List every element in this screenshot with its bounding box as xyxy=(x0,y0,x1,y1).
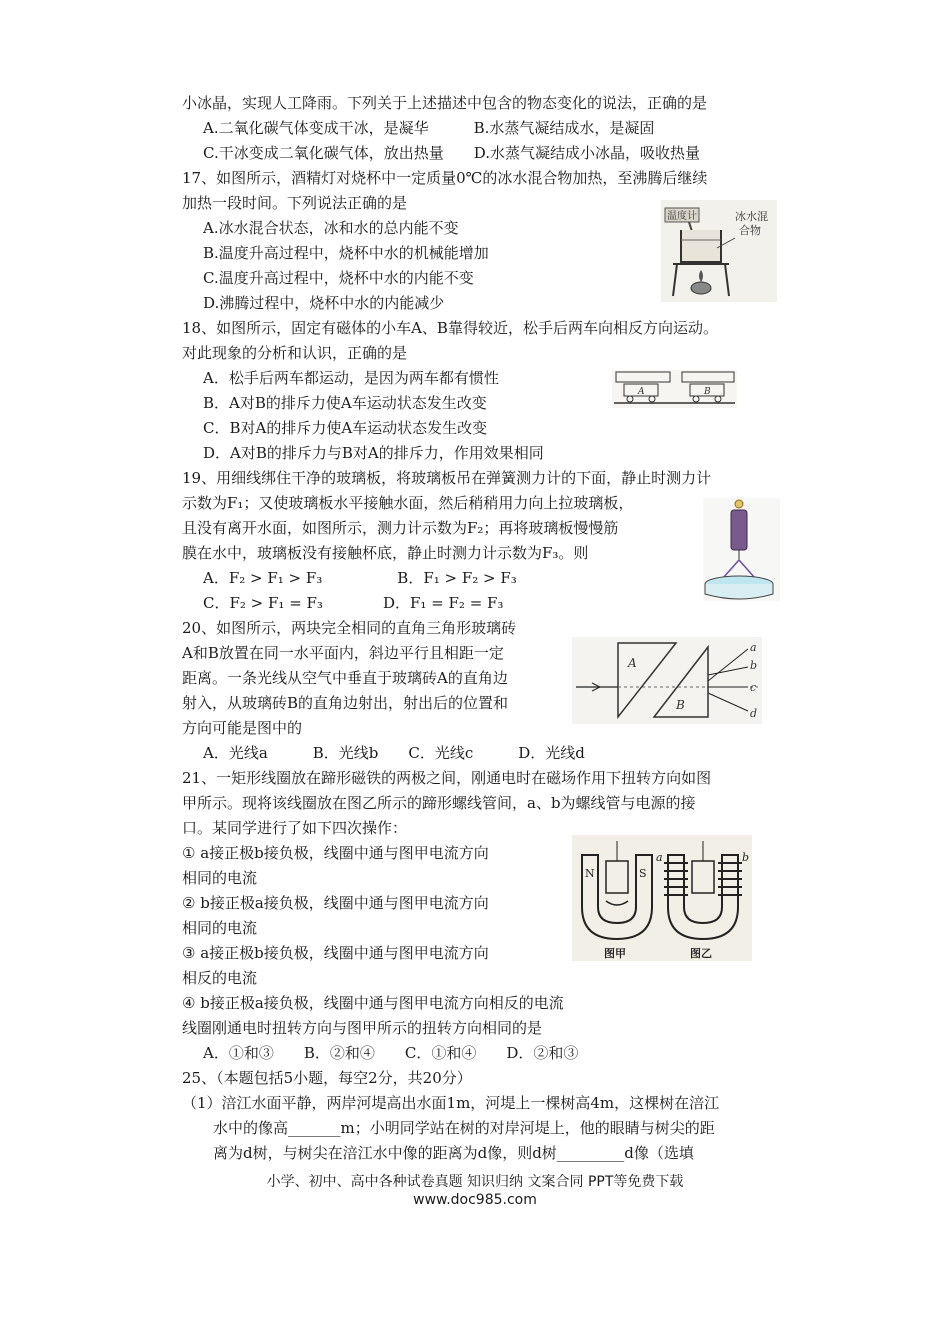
mixture-label-1: 冰水混 xyxy=(735,210,768,223)
question-25: 25、（本题包括5小题，每空2分，共20分） xyxy=(182,1069,472,1087)
text-line: 膜在水中，玻璃板没有接触杯底，静止时测力计示数为F₃。则 xyxy=(182,544,589,562)
text-line: （1）涪江水面平静，两岸河堤高出水面1m，河堤上一棵树高4m，这棵树在涪江 xyxy=(182,1094,720,1112)
text-line: 口。某同学进行了如下四次操作： xyxy=(182,819,408,837)
brick-b-label: B xyxy=(676,698,685,712)
question-21: 21、一矩形线圈放在蹄形磁铁的两极之间，刚通电时在磁场作用下扭转方向如图 xyxy=(182,769,712,787)
figure-q18-carts xyxy=(612,370,737,408)
ray-b-label: b xyxy=(750,659,758,672)
figure-jia-caption: 图甲 xyxy=(604,947,626,960)
glass-bricks-diagram xyxy=(572,637,762,724)
text-line: 离为d树，与树尖在涪江水中像的距离为d像，则d树_________d像（选填 xyxy=(213,1144,694,1162)
question-19: 19、用细线绑住干净的玻璃板，将玻璃板吊在弹簧测力计的下面，静止时测力计 xyxy=(182,469,712,487)
text-line: 相同的电流 xyxy=(182,869,258,887)
figure-q19-spring-scale xyxy=(703,498,780,601)
terminal-a-label: a xyxy=(656,851,663,864)
beaker-diagram xyxy=(661,200,777,302)
option-line: D．A对B的排斥力与B对A的排斥力，作用效果相同 xyxy=(203,444,544,462)
figure-yi-caption: 图乙 xyxy=(690,947,712,960)
ray-d-label: d xyxy=(750,707,758,720)
carts-diagram xyxy=(612,370,737,408)
option-line: D.沸腾过程中，烧杯中水的内能减少 xyxy=(203,294,445,312)
option-line: A．F₂ > F₁ > F₃ B．F₁ > F₂ > F₃ xyxy=(203,569,517,587)
option-line: B．A对B的排斥力使A车运动状态发生改变 xyxy=(203,394,487,412)
text-line: 且没有离开水面，如图所示，测力计示数为F₂；再将玻璃板慢慢筋 xyxy=(182,519,619,537)
magnet-diagram xyxy=(572,835,752,961)
text-line: 线圈刚通电时扭转方向与图甲所示的扭转方向相同的是 xyxy=(182,1019,543,1037)
figure-q20-glass-bricks xyxy=(572,637,762,724)
pole-n-label: N xyxy=(585,867,595,880)
pole-s-label: S xyxy=(639,867,647,880)
question-18: 18、如图所示，固定有磁体的小车A、B靠得较近，松手后两车向相反方向运动。 xyxy=(182,319,718,337)
operation-line: ③ a接正极b接负极，线圈中通与图甲电流方向 xyxy=(182,944,489,962)
operation-line: ② b接正极a接负极，线圈中通与图甲电流方向 xyxy=(182,894,489,912)
ray-c-label: c xyxy=(750,681,757,694)
cart-a-label: A xyxy=(638,387,645,397)
text-line: 甲所示。现将该线圈放在图乙所示的蹄形螺线管间，a、b为螺线管与电源的接 xyxy=(182,794,696,812)
cart-b-label: B xyxy=(704,387,711,397)
text-line: 小冰晶，实现人工降雨。下列关于上述描述中包含的物态变化的说法，正确的是 xyxy=(182,94,708,112)
brick-a-label: A xyxy=(628,656,637,670)
option-line: A.冰水混合状态，冰和水的总内能不变 xyxy=(203,219,459,237)
figure-q21-magnets xyxy=(572,835,752,961)
text-line: A和B放置在同一水平面内，斜边平行且相距一定 xyxy=(182,644,504,662)
option-line: A．①和③ B．②和④ C．①和④ D．②和③ xyxy=(203,1044,579,1062)
option-line: C.干冰变成二氧化碳气体，放出热量 D.水蒸气凝结成小冰晶，吸收热量 xyxy=(203,144,700,162)
ray-a-label: a xyxy=(750,641,757,654)
option-line: A．光线a B．光线b C．光线c D．光线d xyxy=(203,744,585,762)
footer-url: www.doc985.com xyxy=(413,1192,537,1208)
option-line: B.温度升高过程中，烧杯中水的机械能增加 xyxy=(203,244,489,262)
footer-slogan: 小学、初中、高中各种试卷真题 知识归纳 文案合同 PPT等免费下载 xyxy=(266,1174,684,1190)
text-line: 相反的电流 xyxy=(182,969,258,987)
text-line: 加热一段时间。下列说法正确的是 xyxy=(182,194,408,212)
thermometer-label: 温度计 xyxy=(667,211,697,222)
text-line: 射入，从玻璃砖B的直角边射出，射出后的位置和 xyxy=(182,694,509,712)
terminal-b-label: b xyxy=(742,851,750,864)
mixture-label-2: 合物 xyxy=(739,224,761,237)
text-line: 对此现象的分析和认识，正确的是 xyxy=(182,344,408,362)
text-line: 水中的像高_______m；小明同学站在树的对岸河堤上，他的眼睛与树尖的距 xyxy=(213,1119,715,1137)
option-line: C．B对A的排斥力使A车运动状态发生改变 xyxy=(203,419,488,437)
spring-scale-diagram xyxy=(703,498,780,601)
option-line: C.温度升高过程中，烧杯中水的内能不变 xyxy=(203,269,474,287)
text-line: 示数为F₁；又使玻璃板水平接触水面，然后稍稍用力向上拉玻璃板， xyxy=(182,494,634,512)
text-line: 方向可能是图中的 xyxy=(182,719,303,737)
question-17: 17、如图所示，酒精灯对烧杯中一定质量0℃的冰水混合物加热，至沸腾后继续 xyxy=(182,169,708,187)
option-line: A.二氧化碳气体变成干冰，是凝华 B.水蒸气凝结成水，是凝固 xyxy=(203,119,655,137)
option-line: A．松手后两车都运动，是因为两车都有惯性 xyxy=(203,369,499,387)
text-line: 距离。一条光线从空气中垂直于玻璃砖A的直角边 xyxy=(182,669,508,687)
text-line: 相同的电流 xyxy=(182,919,258,937)
operation-line: ① a接正极b接负极，线圈中通与图甲电流方向 xyxy=(182,844,489,862)
figure-q17-beaker xyxy=(661,200,777,302)
question-20: 20、如图所示，两块完全相同的直角三角形玻璃砖 xyxy=(182,619,517,637)
option-line: C．F₂ > F₁ = F₃ D．F₁ = F₂ = F₃ xyxy=(203,594,504,612)
operation-line: ④ b接正极a接负极，线圈中通与图甲电流方向相反的电流 xyxy=(182,994,564,1012)
